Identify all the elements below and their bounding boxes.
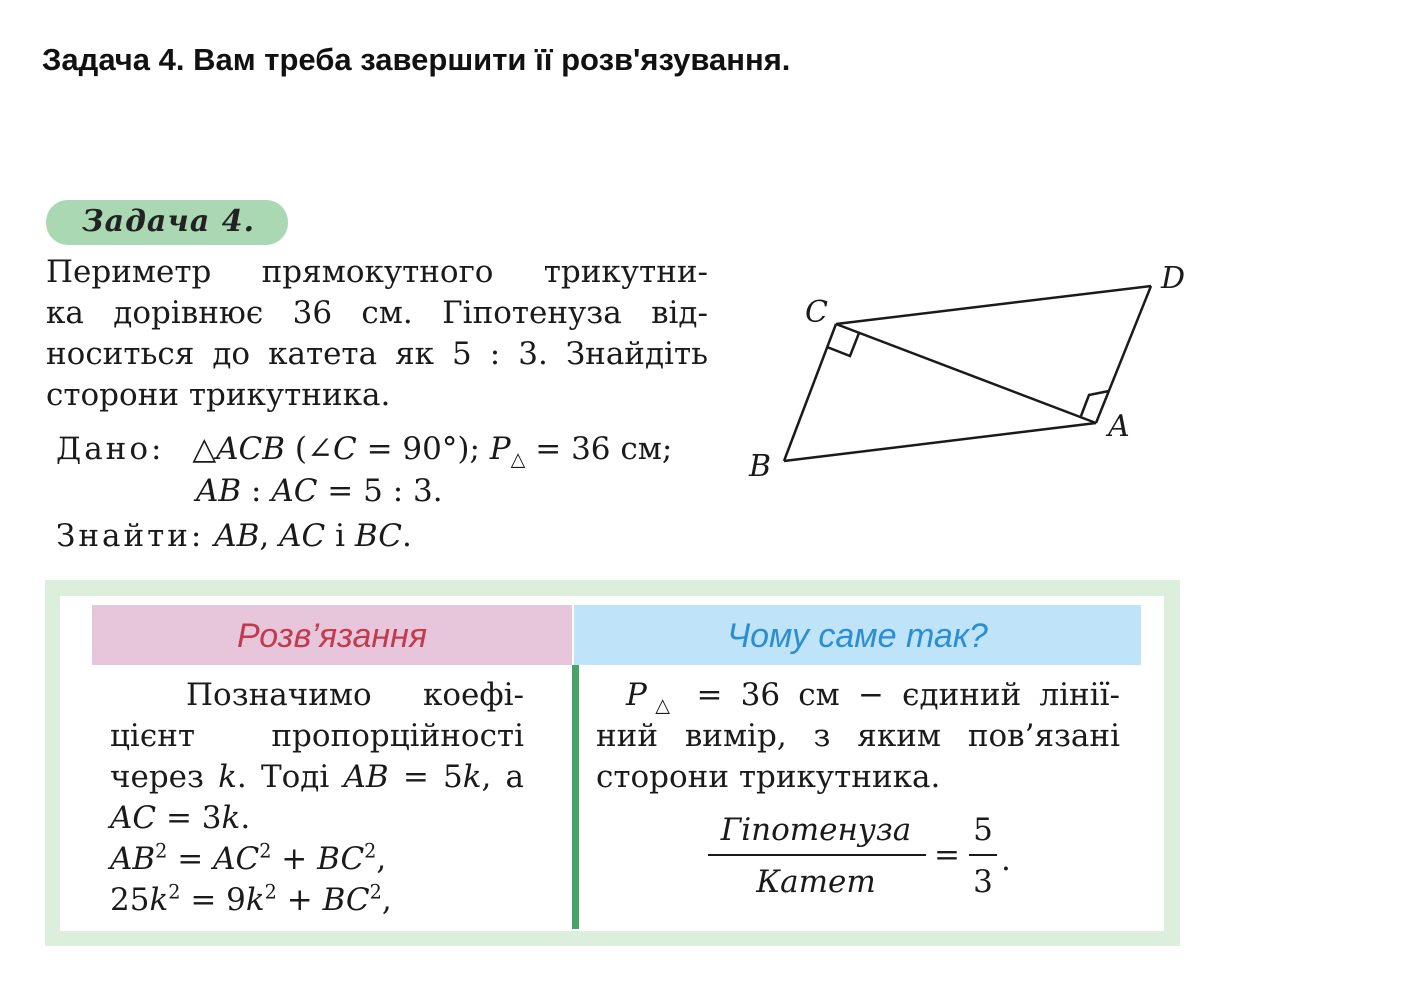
solution-line: $25k^2 = 9k^2 + BC^2$, xyxy=(110,880,392,918)
task-badge-label: Задача 4. xyxy=(82,204,256,239)
given-block xyxy=(56,428,672,512)
ratio-denominator: 3 xyxy=(973,864,993,900)
find-label: Знайти: xyxy=(56,518,205,554)
point-label-C: C xyxy=(805,295,828,330)
column-divider xyxy=(572,665,579,929)
point-label-A: A xyxy=(1108,409,1130,444)
problem-line: Периметр прямокутного трикутни- xyxy=(46,254,708,290)
parallelogram-figure xyxy=(735,250,1195,490)
problem-line: сторони трикутника. xyxy=(46,377,391,413)
solution-line: AC = 3k. xyxy=(110,800,251,836)
segment-AB xyxy=(784,423,1096,461)
given-line-1: △ACB (∠C = 90°); $P_\triangle = 36$ см; xyxy=(192,431,673,471)
given-label: Дано: xyxy=(56,431,165,467)
solution-line: $AB^2 = AC^2 + BC^2$, xyxy=(110,839,387,877)
solution-header xyxy=(92,605,572,665)
given-line-2: AB : AC = 5 : 3. xyxy=(196,473,443,509)
fraction-denominator: Катет xyxy=(756,864,876,900)
page-title: Задача 4. Вам треба завершити її розв'язування. xyxy=(42,42,791,77)
task-badge xyxy=(46,200,288,245)
equals-sign: = xyxy=(934,837,960,873)
fraction-numerator: Гіпотенуза xyxy=(720,812,912,848)
why-line: $P_\triangle = 36$ см − єдиний лінії- xyxy=(626,677,1120,717)
ratio-fraction xyxy=(704,810,1024,910)
why-line: ний вимір, з яким пов’язані xyxy=(596,718,1120,754)
problem-line: носиться до катета як 5 : 3. Знайдіть xyxy=(46,336,708,372)
ratio-numerator: 5 xyxy=(973,812,993,848)
solution-line: цієнт пропорційності xyxy=(110,718,524,754)
point-label-B: B xyxy=(749,449,772,484)
problem-line: ка дорівнює 36 см. Гіпотенуза від- xyxy=(46,295,708,331)
find-block: Знайти: AB, AC і BC. xyxy=(56,518,412,554)
diagonal-CA xyxy=(836,324,1096,423)
why-text xyxy=(596,675,1120,798)
solution-header-label: Розв’язання xyxy=(236,617,427,655)
point-label-D: D xyxy=(1161,261,1186,296)
problem-statement xyxy=(46,252,708,416)
segment-CD xyxy=(836,286,1151,324)
why-line: сторони трикутника. xyxy=(596,759,941,795)
segment-DA xyxy=(1096,286,1151,423)
solution-line: Позначимо коефі- xyxy=(186,677,524,713)
solution-text xyxy=(110,675,524,921)
why-header xyxy=(574,605,1141,665)
solution-line: через k. Тоді AB = 5k, а xyxy=(110,759,524,795)
why-header-label: Чому саме так? xyxy=(727,617,988,655)
segment-BC xyxy=(784,324,836,461)
ratio-period: . xyxy=(1001,842,1011,878)
